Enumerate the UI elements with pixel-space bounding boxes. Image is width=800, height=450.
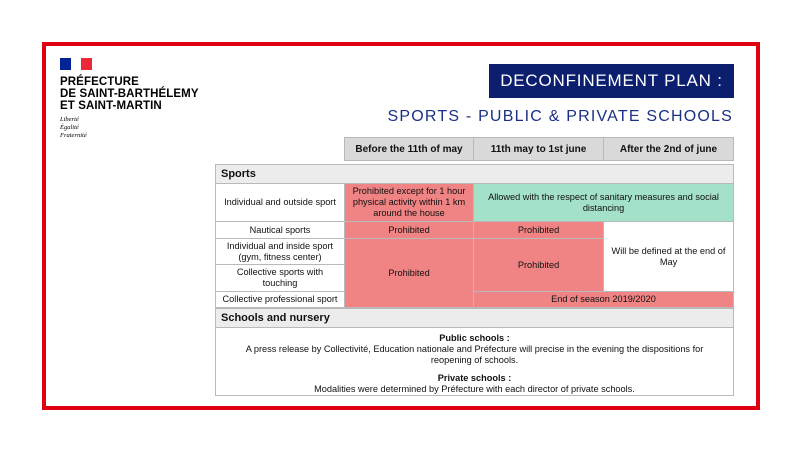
flag-white-stripe (71, 58, 82, 70)
cell-individual-outside-after: Allowed with the respect of sanitary measures and social distancing (473, 183, 734, 222)
section-schools: Schools and nursery (215, 308, 734, 328)
prefecture-line: PRÉFECTURE (60, 76, 139, 88)
cell-nautical-middle: Prohibited (473, 221, 604, 239)
public-schools-title: Public schools : (439, 333, 510, 343)
row-label-individual-outside: Individual and outside sport (215, 183, 345, 222)
flag-blue-stripe (60, 58, 71, 70)
page-title: DECONFINEMENT PLAN : (489, 64, 734, 98)
flag-red-stripe (81, 58, 92, 70)
french-flag-icon (60, 58, 92, 70)
column-header-before: Before the 11th of may (344, 137, 474, 161)
page-subtitle: SPORTS - PUBLIC & PRIVATE SCHOOLS (387, 108, 733, 125)
cell-nautical-before: Prohibited (344, 221, 474, 239)
prefecture-line: ET SAINT-MARTIN (60, 100, 162, 112)
section-sports: Sports (215, 164, 734, 184)
row-label-individual-inside: Individual and inside sport (gym, fitness center) (215, 238, 345, 265)
cell-merged-before: Prohibited (344, 238, 474, 308)
cell-collective-pro-season: End of season 2019/2020 (473, 291, 734, 308)
public-schools-text: A press release by Collectivité, Education nationale and Préfecture will precise in the evening the dispositions for reopening of schools. (245, 344, 704, 365)
private-schools-text: Modalities were determined by Préfecture with each director of private schools. (314, 384, 635, 394)
cell-after-defined: Will be defined at the end of May (603, 221, 734, 292)
prefecture-logo (60, 58, 220, 140)
row-label-nautical: Nautical sports (215, 221, 345, 239)
motto-line: Fraternité (60, 132, 87, 139)
schools-info (215, 327, 734, 396)
column-header-after: After the 2nd of june (603, 137, 734, 161)
motto-line: Liberté (60, 116, 79, 123)
prefecture-line: DE SAINT-BARTHÉLEMY (60, 88, 199, 100)
cell-individual-outside-before: Prohibited except for 1 hour physical activity within 1 km around the house (344, 183, 474, 222)
motto-line: Égalité (60, 124, 79, 131)
column-header-middle: 11th may to 1st june (473, 137, 604, 161)
row-label-collective-pro: Collective professional sport (215, 291, 345, 308)
republic-motto (60, 116, 220, 140)
cell-merged-middle: Prohibited (473, 238, 604, 292)
private-schools-title: Private schools : (437, 373, 512, 383)
prefecture-name (60, 76, 220, 112)
row-label-collective-touching: Collective sports with touching (215, 264, 345, 292)
